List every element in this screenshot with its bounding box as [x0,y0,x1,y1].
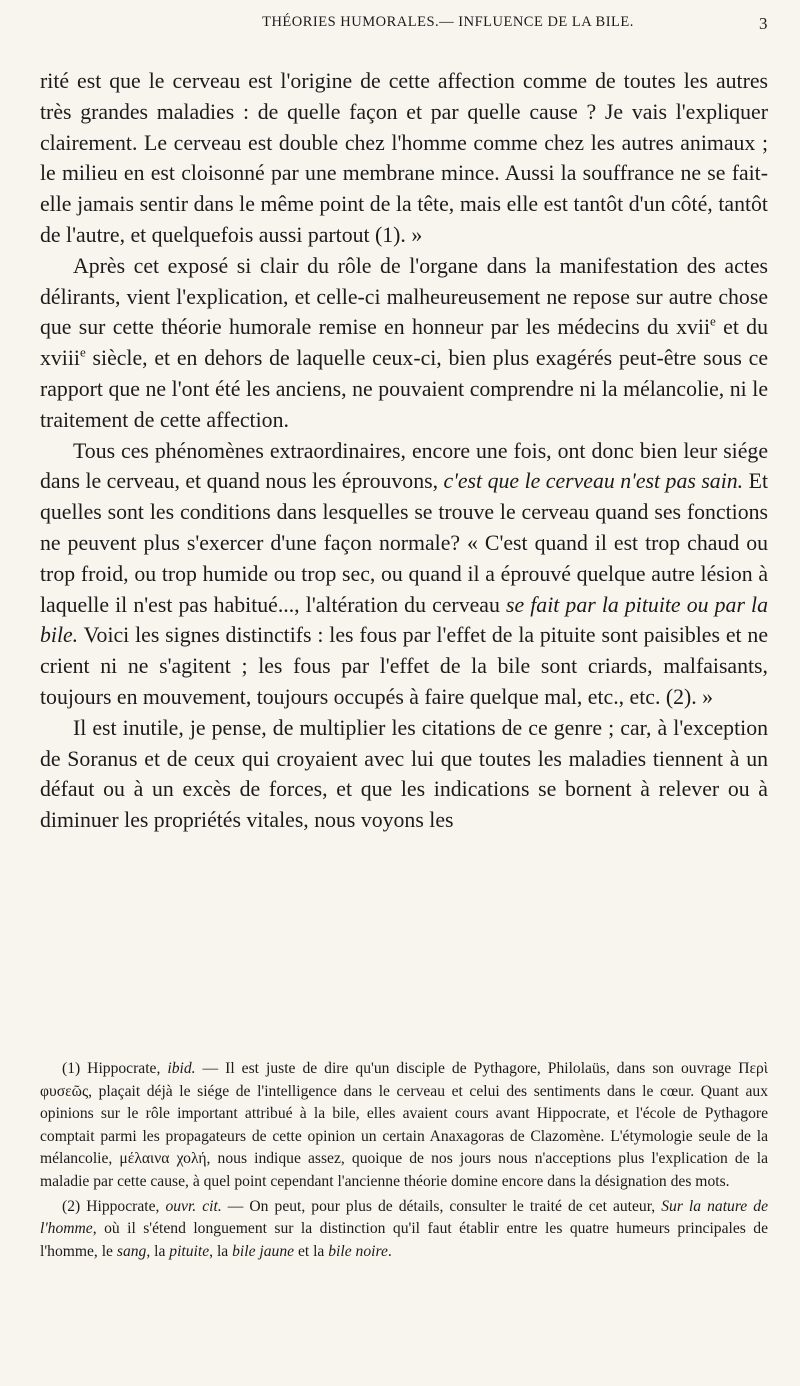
text-run: et du xviii [40,315,768,371]
italic-run: bile noire [328,1242,388,1260]
text-run: , la [209,1242,233,1260]
text-run: Après cet exposé si clair du rôle de l'organe dans la manifestation des actes délirants, vient l'explication, et celle-ci malheureusement ne repose sur autre chose que sur cette théorie humorale remise en honneur par les médecins du xvii [40,253,768,340]
text-run: rité est que le cerveau est l'origine de cette affection comme de toutes les autres très grandes maladies : de quelle façon et par quelle cause ? Je vais l'expliquer clairement. Le cerveau est double chez l'homme comme chez les autres animaux ; le milieu en est cloisonné par une membrane mince. Aussi la souffrance ne se fait-elle jamais sentir dans le même point de la tête, mais elle est tantôt d'un côté, tantôt de l'autre, et quelquefois aussi partout (1). » [40,69,768,247]
italic-run: pituite [169,1242,210,1260]
footnotes [40,1058,768,1265]
italic-run: c'est que le cerveau n'est pas sain. [443,469,744,494]
running-title: THÉORIES HUMORALES.— INFLUENCE DE LA BILE. [262,14,634,30]
text-run: — Il est juste de dire qu'un disciple de Pythagore, Philolaüs, dans son ouvrage Περὶ φυσεῶς, plaçait déjà le siége de l'intelligence dans le cerveau et celui des sentiments dans le cœur. Quant aux opinions sur le rôle important attribué à la bile, elles avaient cours avant Hippocrate, et l'école de Pythagore comptait parmi les propagateurs de cette opinion un certain Anaxagoras de Clazomène. L'étymologie seule de la mélancolie, μέλαινα χολή, nous indique assez, quoique de nos jours nous n'acceptions plus l'explication de la maladie par cette cause, à quel point cependant l'ancienne théorie domine encore dans la désignation des mots. [40,1060,768,1190]
page-header [128,14,768,36]
text-run: , la [146,1242,170,1260]
italic-run: ibid. [167,1060,196,1077]
text-run: siècle, et en dehors de laquelle ceux-ci, bien plus exagérés peut-être sous ce rapport que ne l'ont été les anciens, ne pouvaient comprendre ni la mélancolie, ni le traitement de cette affection. [40,346,768,432]
text-run: . [387,1242,392,1260]
italic-run: se fait par la pituite ou par la bile. [40,592,769,648]
main-text [40,66,768,836]
text-run: — On peut, pour plus de détails, consulter le traité de cet auteur, [221,1197,662,1215]
text-run: et la [294,1242,329,1260]
text-run: Voici les signes distinctifs : les fous par l'effet de la pituite sont paisibles et ne crient ni ne s'agitent ; les fous par l'effet de la bile sont criards, malfaisants, toujours en mouvement, toujours occupés à faire quelque mal, etc., etc. (2). » [40,623,768,709]
text-run: (1) Hippocrate, [62,1060,168,1077]
italic-run: ouvr. cit. [165,1197,222,1215]
text-run: Tous ces phénomènes extraordinaires, encore une fois, ont donc bien leur siége dans le cerveau, et quand nous les éprouvons, [40,438,768,494]
italic-run: bile jaune [232,1242,295,1260]
text-run: Et quelles sont les conditions dans lesquelles se trouve le cerveau quand ses fonctions ne peuvent plus s'exercer d'une façon normale? « C'est quand il est trop chaud ou trop froid, ou trop humide ou trop sec, ou quand il a éprouvé quelque autre lésion à laquelle il n'est pas habitué..., l'altération du cerveau [40,469,768,617]
italic-run: Sur la nature de l'homme [40,1197,768,1238]
paragraph-2 [40,251,768,436]
superscript: e [710,314,716,330]
text-run: , où il s'étend longuement sur la distinction qu'il faut établir entre les quatre humeurs principales de l'homme, le [40,1220,768,1260]
paragraph-1 [40,66,768,251]
paragraph-4 [40,713,768,836]
text-run: Il est inutile, je pense, de multiplier les citations de ce genre ; car, à l'exception de Soranus et de ceux qui croyaient avec lui que toutes les maladies tiennent à un défaut ou à un excès de forces, et que les indications se bornent à relever ou à diminuer les propriétés vitales, nous voyons les [40,715,768,833]
text-run: (2) Hippocrate, [62,1197,166,1215]
paragraph-3 [40,436,768,713]
italic-run: sang [116,1242,147,1260]
page-number: 3 [759,14,768,33]
superscript: e [79,344,86,360]
footnote-1 [40,1058,768,1194]
footnote-2 [40,1196,768,1264]
